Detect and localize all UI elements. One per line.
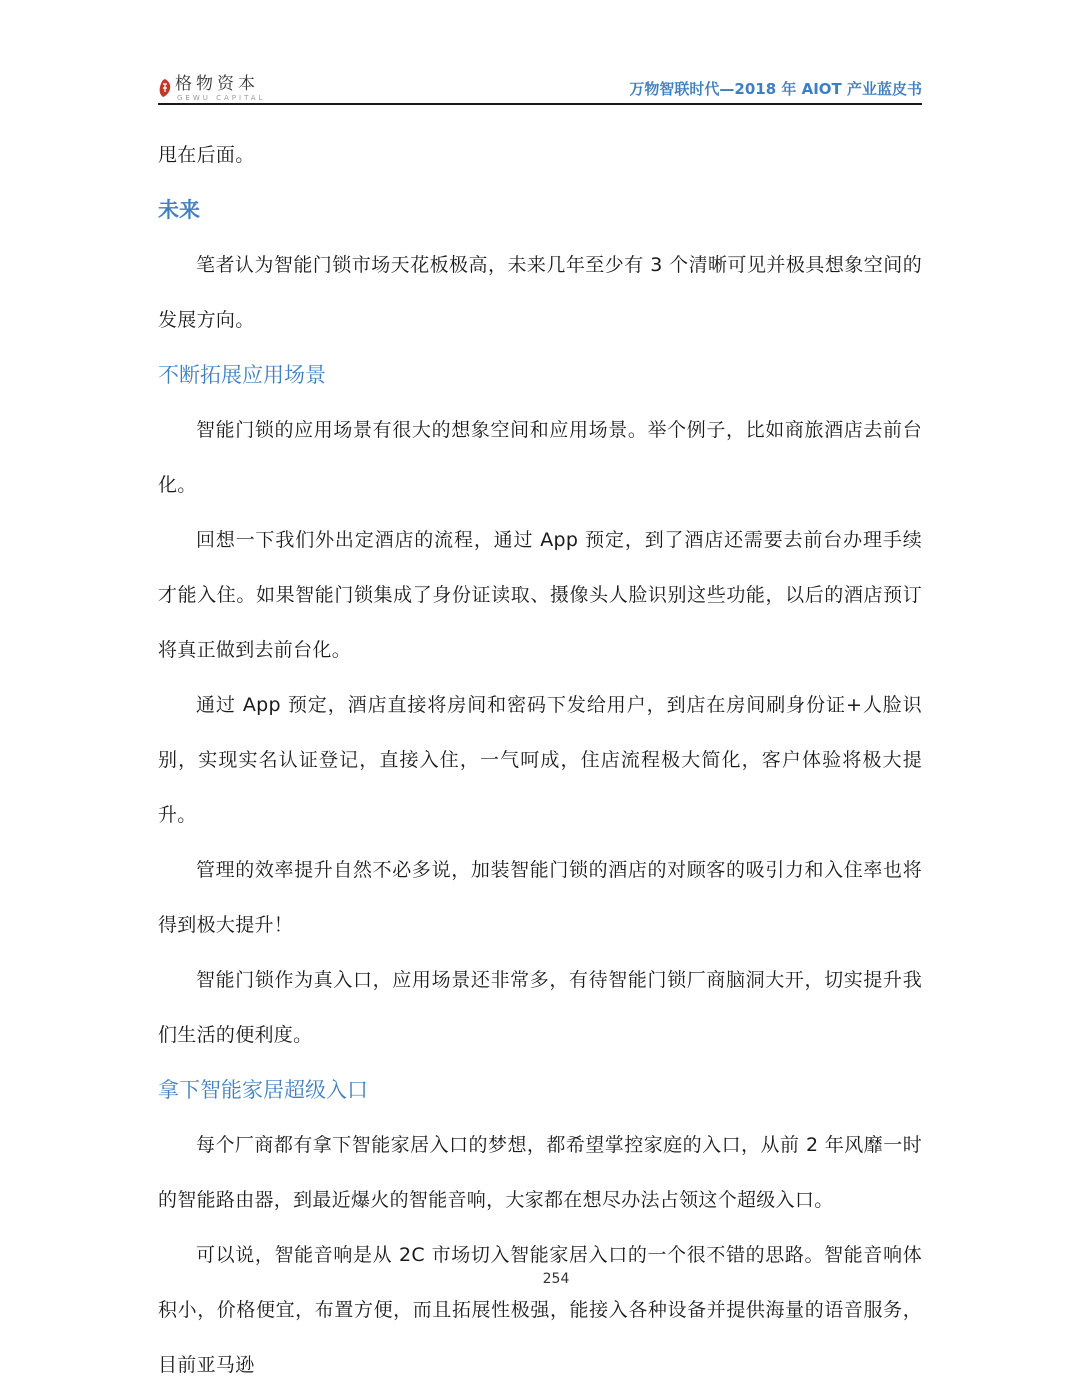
heading-application-scenes: 不断拓展应用场景 bbox=[158, 363, 326, 387]
paragraph-app-booking: 通过 App 预定，酒店直接将房间和密码下发给用户，到店在房间刷身份证+人脸识别，实现实名认证登记，直接入住，一气呵成，住店流程极大简化，客户体验将极大提升。 bbox=[158, 694, 922, 826]
paragraph-continued: 甩在后面。 bbox=[158, 144, 255, 166]
header-divider bbox=[158, 103, 922, 105]
paragraph-manufacturers: 每个厂商都有拿下智能家居入口的梦想，都希望掌控家庭的入口，从前 2 年风靡一时的智能路由器，到最近爆火的智能音响，大家都在想尽办法占领这个超级入口。 bbox=[158, 1134, 922, 1211]
logo-mark-icon bbox=[158, 78, 172, 98]
paragraph-scenes: 智能门锁的应用场景有很大的想象空间和应用场景。举个例子，比如商旅酒店去前台化。 bbox=[158, 419, 922, 496]
paragraph-true-entry: 智能门锁作为真入口，应用场景还非常多，有待智能门锁厂商脑洞大开，切实提升我们生活的便利度。 bbox=[158, 969, 922, 1046]
logo-name: 格物资本 bbox=[175, 74, 259, 94]
page-header bbox=[158, 74, 922, 104]
page-content bbox=[158, 128, 922, 1393]
paragraph-intro: 笔者认为智能门锁市场天花板极高，未来几年至少有 3 个清晰可见并极具想象空间的发展方向。 bbox=[158, 254, 922, 331]
logo bbox=[158, 74, 266, 104]
paragraph-efficiency: 管理的效率提升自然不必多说，加装智能门锁的酒店的对顾客的吸引力和入住率也将得到极大提升！ bbox=[158, 859, 922, 936]
page-number: 254 bbox=[542, 1271, 570, 1287]
header-title: 万物智联时代—2018 年 AIOT 产业蓝皮书 bbox=[629, 80, 922, 98]
heading-smart-home-entry: 拿下智能家居超级入口 bbox=[158, 1078, 368, 1102]
heading-future: 未来 bbox=[158, 198, 200, 222]
paragraph-hotel-process: 回想一下我们外出定酒店的流程，通过 App 预定，到了酒店还需要去前台办理手续才能入住。如果智能门锁集成了身份证读取、摄像头人脸识别这些功能，以后的酒店预订将真正做到去前台化。 bbox=[158, 529, 922, 661]
paragraph-smart-speaker: 可以说，智能音响是从 2C 市场切入智能家居入口的一个很不错的思路。智能音响体积小，价格便宜，布置方便，而且拓展性极强，能接入各种设备并提供海量的语音服务，目前亚马逊 bbox=[158, 1244, 922, 1376]
logo-subtitle: GEWU CAPITAL bbox=[177, 94, 266, 102]
